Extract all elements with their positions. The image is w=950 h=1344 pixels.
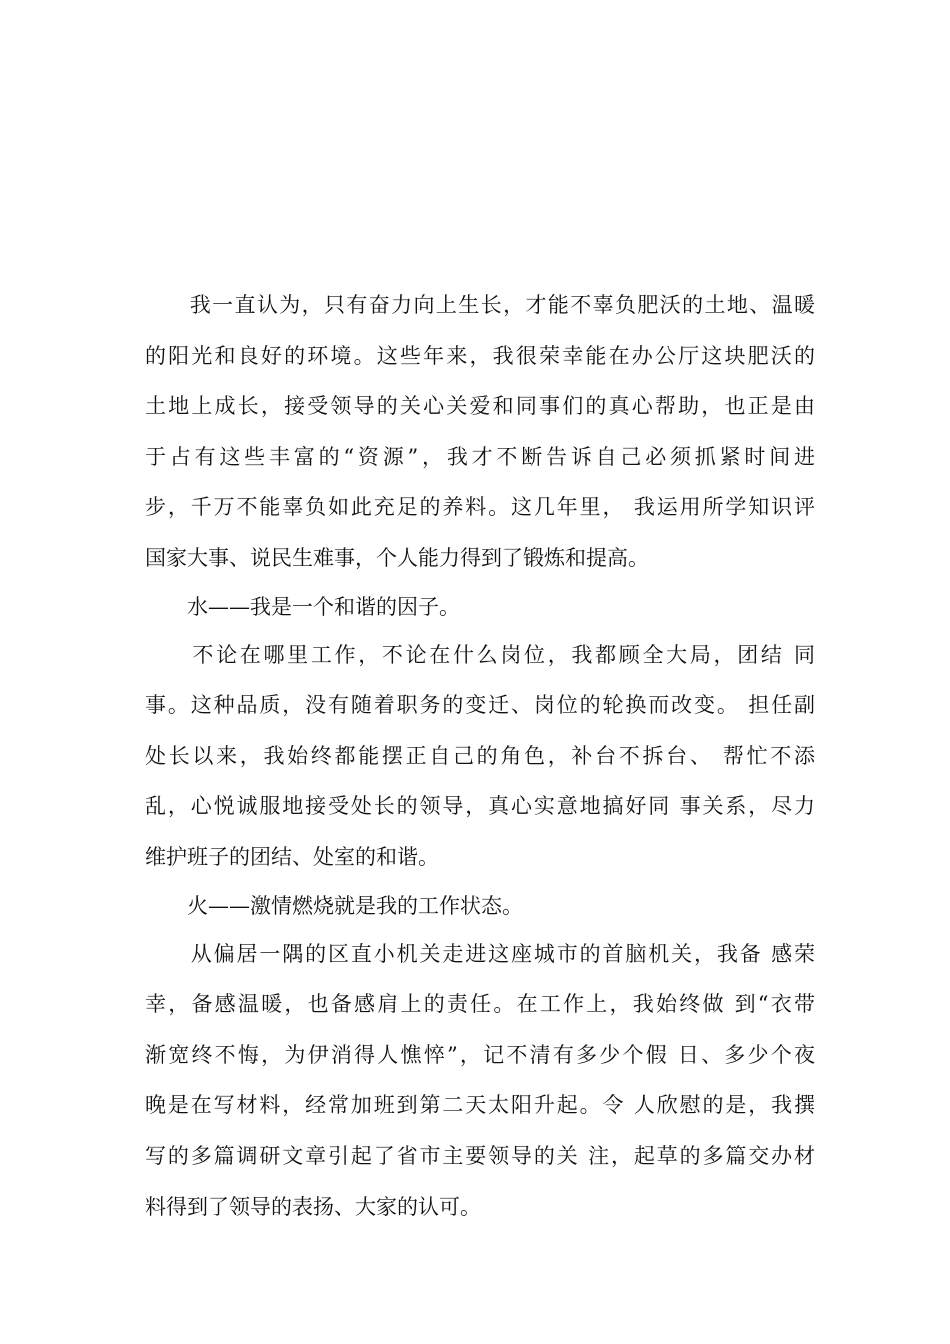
text-line: 乱，心悦诚服地接受处长的领导，真心实意地搞好同 事关系，尽力	[145, 794, 815, 819]
text-line: 土地上成长，接受领导的关心关爱和同事们的真心帮助，也正是由	[145, 394, 815, 419]
text-line: 于占有这些丰富的“资源”，我才不断告诉自己必须抓紧时间进	[145, 444, 815, 469]
text-line: 国家大事、说民生难事，个人能力得到了锻炼和提高。	[145, 545, 649, 570]
text-line: 步，千万不能辜负如此充足的养料。这几年里， 我运用所学知识评	[145, 495, 815, 520]
text-line: 事。这种品质，没有随着职务的变迁、岗位的轮换而改变。 担任副	[145, 693, 815, 718]
text-line: 处长以来，我始终都能摆正自己的角色，补台不拆台、 帮忙不添	[145, 743, 815, 768]
text-line: 晚是在写材料，经常加班到第二天太阳升起。令 人欣慰的是，我撰	[145, 1093, 815, 1118]
text-line: 的阳光和良好的环境。这些年来，我很荣幸能在办公厅这块肥沃的	[145, 343, 815, 368]
text-line: 渐宽终不悔，为伊消得人憔悴”，记不清有多少个假 日、多少个夜	[145, 1042, 815, 1067]
section-heading: 火——激情燃烧就是我的工作状态。	[145, 893, 523, 918]
text-line: 我一直认为，只有奋力向上生长，才能不辜负肥沃的土地、温暖	[145, 293, 815, 317]
text-line: 料得到了领导的表扬、大家的认可。	[145, 1194, 481, 1219]
text-line: 从偏居一隅的区直小机关走进这座城市的首脑机关，我备 感荣	[145, 941, 815, 966]
body-text	[145, 280, 815, 1232]
text-line: 幸，备感温暖，也备感肩上的责任。在工作上，我始终做 到“衣带	[145, 992, 815, 1017]
text-line: 不论在哪里工作，不论在什么岗位，我都顾全大局，团结 同	[145, 642, 815, 667]
text-line: 维护班子的团结、处室的和谐。	[145, 844, 439, 869]
section-heading: 水——我是一个和谐的因子。	[145, 594, 460, 619]
text-line: 写的多篇调研文章引起了省市主要领导的关 注，起草的多篇交办材	[145, 1143, 815, 1168]
